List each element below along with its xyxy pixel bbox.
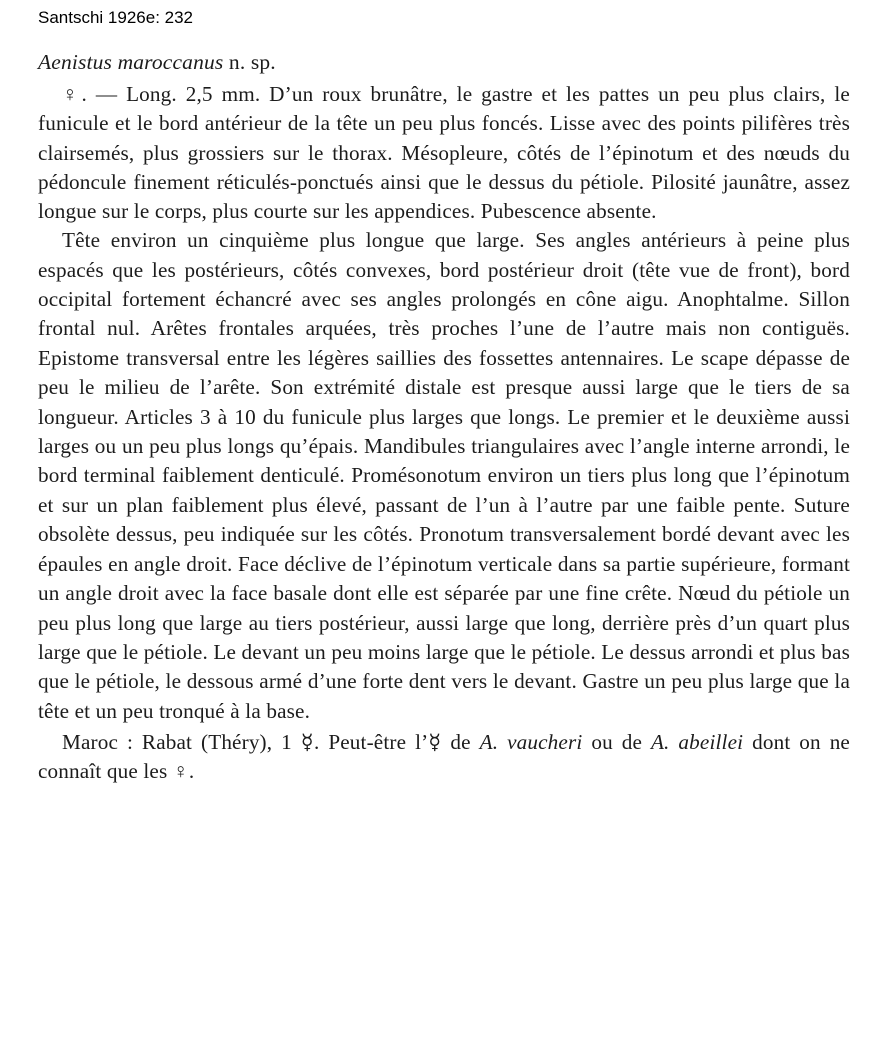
species-status: n. sp.: [228, 50, 276, 74]
locality-text-middle: ou de: [591, 730, 643, 755]
locality-text-after: dont on ne connaît que les ♀.: [38, 730, 850, 784]
taxon-abeillei: A. abeillei: [650, 730, 744, 755]
species-heading: [38, 48, 850, 77]
female-description-paragraph: ♀. — Long. 2,5 mm. D’un roux brunâtre, le gastre et les pattes un peu plus clairs, le funicule et le bord antérieur de la tête un peu plus foncés. Lisse avec des points pilifères très clairsemés, plus grossiers sur le thorax. Mésopleure, côtés de l’épinotum et des nœuds du pédoncule finement réticulés-ponctués ainsi que le dessus du pétiole. Pilosité jaunâtre, assez longue sur le corps, plus courte sur les appendices. Pubescence absente.: [38, 82, 850, 224]
morphology-paragraph: Tête environ un cinquième plus longue que large. Ses angles antérieurs à peine plus espacés que les postérieurs, côtés convexes, bord postérieur droit (tête vue de front), bord occipital fortement échancré avec ses angles prolongés en cône aigu. Anophtalme. Sillon frontal nul. Arêtes frontales arquées, très proches l’une de l’autre mais non contiguës. Epistome transversal entre les légères saillies des fossettes antennaires. Le scape dépasse de peu le milieu de l’arête. Son extrémité distale est presque aussi large que le tiers de sa longueur. Articles 3 à 10 du funicule plus larges que longs. Le premier et le deuxième aussi larges ou un peu plus longs qu’épais. Mandibules triangulaires avec l’angle interne arrondi, le bord terminal faiblement denticulé. Promésonotum environ un tiers plus long que l’épinotum et sur un plan faiblement plus élevé, passant de l’un à l’autre par une faible pente. Suture obsolète dessus, peu indiquée sur les côtés. Pronotum transversalement bordé devant avec les épaules en angle droit. Face déclive de l’épinotum verticale dans sa partie supérieure, formant un angle droit avec la face basale dont elle est séparée par une fine crête. Nœud du pétiole un peu plus long que large au tiers postérieur, aussi large que long, derrière près d’un quart plus large que le pétiole. Le devant un peu moins large que le pétiole. Le dessus arrondi et plus bas que le pétiole, le dessous armé d’une forte dent vers le devant. Gastre un peu plus large que la tête et un peu tronqué à la base.: [38, 228, 850, 723]
species-name: Aenistus maroccanus: [38, 50, 224, 74]
locality-text-before: Maroc : Rabat (Théry), 1 ☿. Peut-être l’☿ de: [62, 730, 471, 755]
taxon-vaucheri: A. vaucheri: [479, 730, 583, 755]
locality-paragraph: [38, 728, 850, 786]
document-page: [38, 48, 850, 787]
source-reference: Santschi 1926e: 232: [38, 8, 194, 27]
